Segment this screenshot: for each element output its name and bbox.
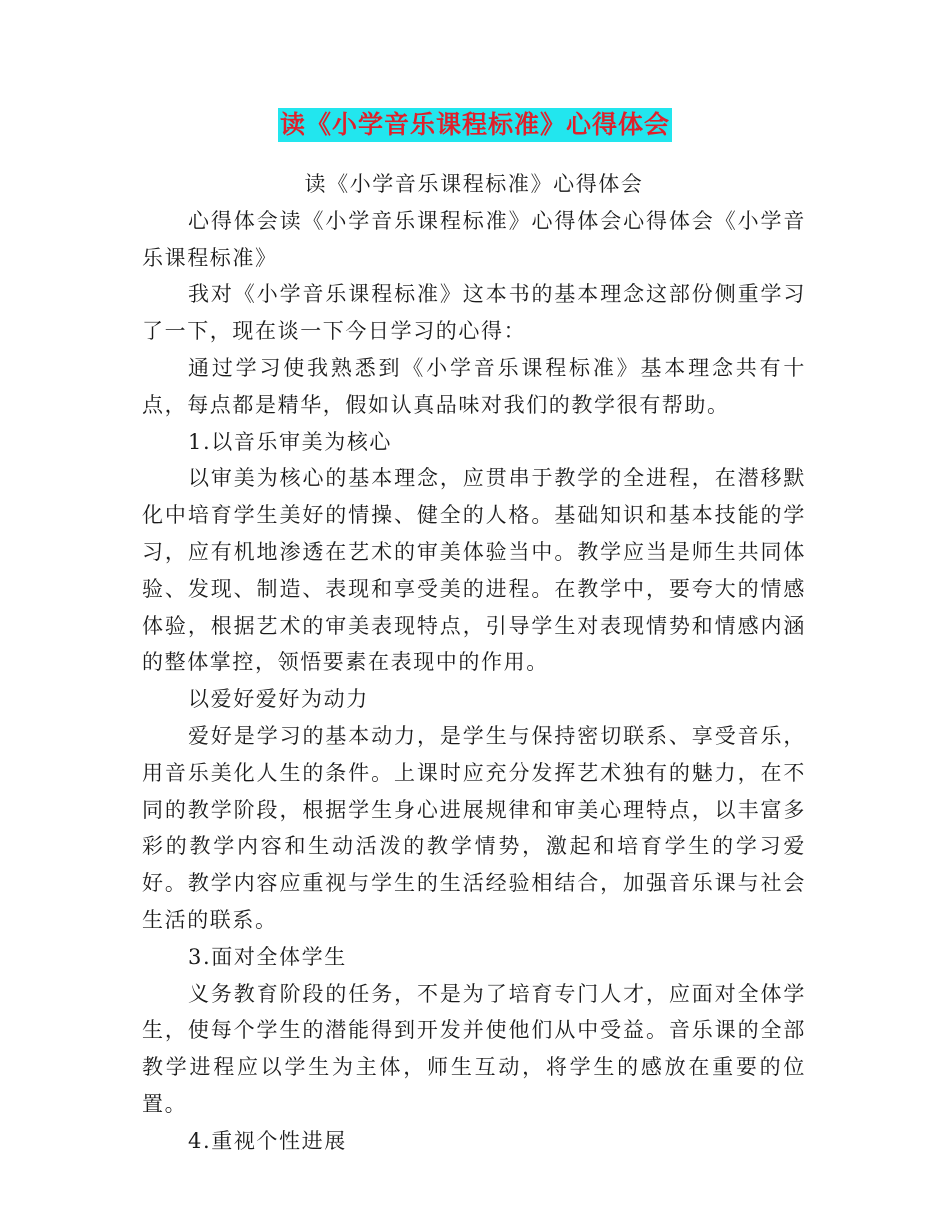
- paragraph: 通过学习使我熟悉到《小学音乐课程标准》基本理念共有十点，每点都是精华，假如认真品味对我们的教学很有帮助。: [142, 355, 806, 417]
- document-title: 读《小学音乐课程标准》心得体会: [278, 108, 672, 142]
- paragraph: 心得体会读《小学音乐课程标准》心得体会心得体会《小学音乐课程标准》: [142, 208, 806, 270]
- section-heading: 3.面对全体学生: [188, 944, 347, 969]
- paragraph: 以审美为核心的基本理念，应贯串于教学的全进程，在潜移默化中培育学生美好的情操、健全的人格。基础知识和基本技能的学习，应有机地渗透在艺术的审美体验当中。教学应当是师生共同体验、发现、制造、表现和享受美的进程。在教学中，要夸大的情感体验，根据艺术的审美表现特点，引导学生对表现情势和情感内涵的整体掌控，领悟要素在表现中的作用。: [142, 466, 806, 675]
- paragraph: 爱好是学习的基本动力，是学生与保持密切联系、享受音乐，用音乐美化人生的条件。上课时应充分发挥艺术独有的魅力，在不同的教学阶段，根据学生身心进展规律和审美心理特点，以丰富多彩的教学内容和生动活泼的教学情势，激起和培育学生的学习爱好。教学内容应重视与学生的生活经验相结合，加强音乐课与社会生活的联系。: [142, 723, 806, 932]
- paragraph: 我对《小学音乐课程标准》这本书的基本理念这部份侧重学习了一下，现在谈一下今日学习的心得：: [142, 282, 806, 344]
- paragraph: 义务教育阶段的任务，不是为了培育专门人才，应面对全体学生，使每个学生的潜能得到开发并使他们从中受益。音乐课的全部教学进程应以学生为主体，师生互动，将学生的感放在重要的位置。: [142, 981, 806, 1116]
- document-body: [142, 166, 806, 1160]
- section-heading: 1.以音乐审美为核心: [188, 429, 393, 454]
- section-heading: 以爱好爱好为动力: [188, 687, 369, 712]
- section-heading: 4.重视个性进展: [188, 1128, 347, 1153]
- title-container: [0, 108, 950, 142]
- document-subtitle: 读《小学音乐课程标准》心得体会: [304, 172, 644, 196]
